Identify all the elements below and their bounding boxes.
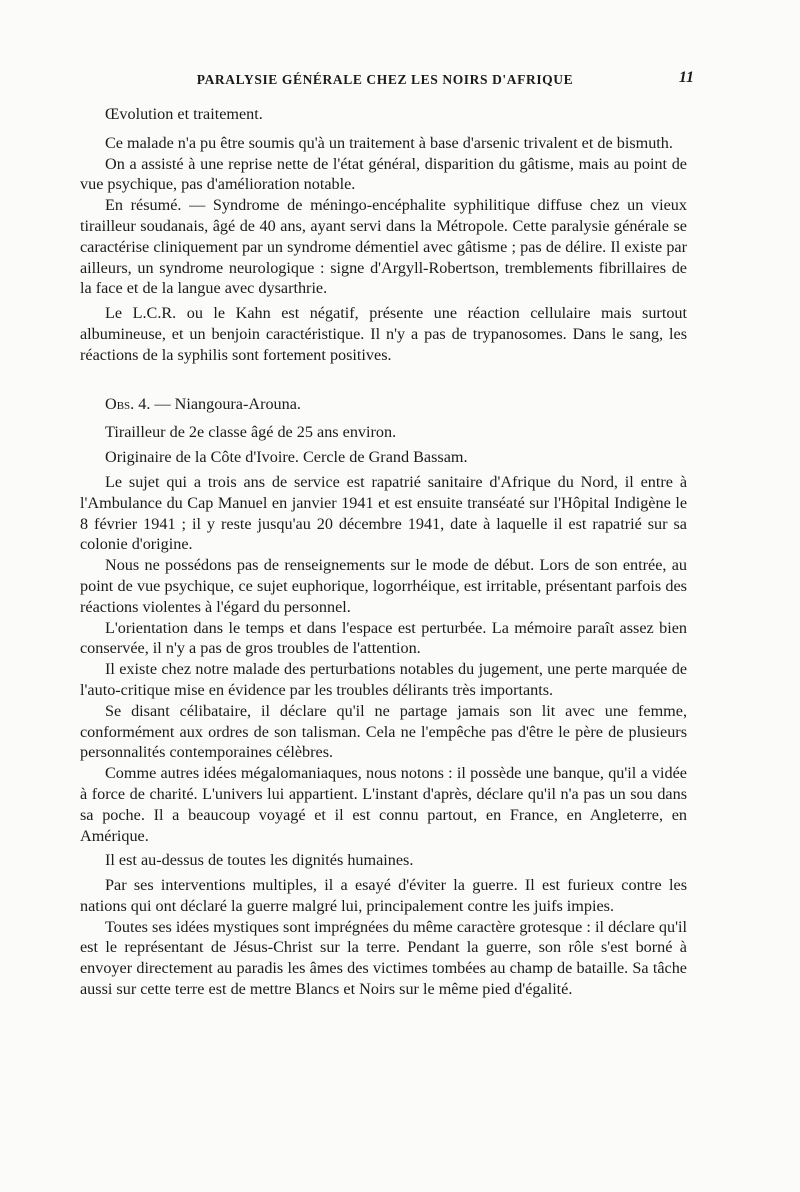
observation-label: Obs. 4. [105, 394, 151, 413]
paragraph: Originaire de la Côte d'Ivoire. Cercle de Grand Bassam. [105, 448, 468, 467]
observation-heading [80, 394, 687, 415]
paragraph: L'orientation dans le temps et dans l'espace est perturbée. La mémoire paraît assez bien conservée, il n'y a pas de gros troubles de l'attention. [80, 618, 687, 658]
paragraph: En résumé. — Syndrome de méningo-encéphalite syphilitique diffuse chez un vieux tirailleur soudanais, âgé de 40 ans, ayant servi dans la Métropole. Cette paralysie générale se caractérise cliniquement par un syndrome démentiel avec gâtisme ; pas de délire. Il existe par ailleurs, un syndrome neurologique : signe d'Argyll-Robertson, tremblements fibrillaires de la face et de la langue avec dysarthrie. [80, 196, 687, 298]
page-number: 11 [678, 69, 694, 86]
running-title: PARALYSIE GÉNÉRALE CHEZ LES NOIRS D'AFRIQUE [196, 72, 574, 87]
paragraph: Tirailleur de 2e classe âgé de 25 ans environ. [105, 423, 397, 442]
paragraph: Comme autres idées mégalomaniaques, nous notons : il possède une banque, qu'il a vidée à force de charité. L'univers lui appartient. L'instant d'après, déclare qu'il n'a pas un sou dans sa poche. Il a beaucoup voyagé et il est connu partout, en France, en Angleterre, en Amérique. [80, 764, 687, 845]
paragraph: Se disant célibataire, il déclare qu'il ne partage jamais son lit avec une femme, conformément aux ordres de son talisman. Cela ne l'empêche pas d'être le père de plusieurs personnalités contemporaines célèbres. [80, 701, 687, 762]
paragraph: Nous ne possédons pas de renseignements sur le mode de début. Lors de son entrée, au point de vue psychique, ce sujet euphorique, logorrhéique, est irritable, présentant parfois des réactions violentes à l'égard du personnel. [80, 556, 687, 616]
paragraph: Toutes ses idées mystiques sont imprégnées du même caractère grotesque : il déclare qu'il est le représentant de Jésus-Christ sur la terre. Pendant la guerre, son rôle s'est borné à envoyer directement au paradis les âmes des victimes tombées au champ de bataille. Sa tâche aussi sur cette terre est de mettre Blancs et Noirs sur le même pied d'égalité. [80, 917, 687, 999]
paragraph: Par ses interventions multiples, il a esayé d'éviter la guerre. Il est furieux contre les nations qui ont déclaré la guerre malgré lui, principalement contre les juifs impies. [80, 876, 687, 915]
body-text [80, 104, 687, 1000]
paragraph: Ce malade n'a pu être soumis qu'à un traitement à base d'arsenic trivalent et de bismuth. [105, 133, 673, 152]
paragraph: Le L.C.R. ou le Kahn est négatif, présente une réaction cellulaire mais surtout albumineuse, et un benjoin caractéristique. Il n'y a pas de trypanosomes. Dans le sang, les réactions de la syphilis sont fortement positives. [80, 304, 687, 364]
paragraph: On a assisté à une reprise nette de l'état général, disparition du gâtisme, mais au point de vue psychique, pas d'amélioration notable. [80, 154, 687, 194]
section-heading: Œvolution et traitement. [105, 105, 263, 123]
paragraph: Il existe chez notre malade des perturbations notables du jugement, une perte marquée de l'auto-critique mise en évidence par les troubles délirants très importants. [80, 660, 687, 699]
paragraph: Il est au-dessus de toutes les dignités humaines. [105, 851, 414, 870]
observation-name: Niangoura-Arouna. [174, 394, 301, 413]
observation-separator: — [150, 394, 175, 413]
paragraph: Le sujet qui a trois ans de service est rapatrié sanitaire d'Afrique du Nord, il entre à l'Ambulance du Cap Manuel en janvier 1941 et est ensuite transéaté sur l'Hôpital Indigène le 8 février 1941 ; il y reste jusqu'au 20 décembre 1941, date à laquelle il est rapatrié sur sa colonie d'origine. [80, 472, 687, 554]
